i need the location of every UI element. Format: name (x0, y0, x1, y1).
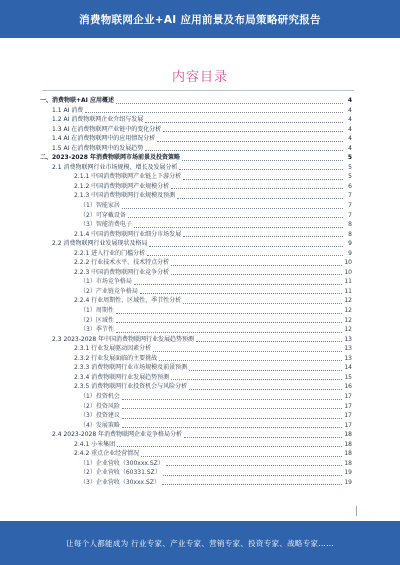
toc-entry-title: 1.1 AI 消费 (52, 106, 84, 114)
toc-entry-title: 2.2.2 行业技术水平、技术特点分析 (74, 259, 170, 267)
toc-entry[interactable] (40, 363, 352, 373)
toc-entry[interactable] (40, 191, 352, 201)
toc-leader-dots (116, 103, 343, 104)
toc-page-number: 7 (348, 202, 352, 210)
toc-page-number: 4 (348, 125, 352, 133)
toc-entry-title: 1.3 AI 在消费物联网产业链中的变化分析 (52, 125, 162, 133)
toc-entry[interactable] (40, 449, 352, 459)
toc-entry-title: （3）投资建议 (80, 412, 120, 420)
toc-entry-title: 2.3.3 消费物联网行业市场规模及前景预测 (74, 364, 188, 372)
toc-entry-title: （2）投资风险 (80, 402, 120, 410)
toc-entry[interactable] (40, 392, 352, 402)
toc-leader-dots (145, 150, 343, 151)
toc-page-number: 17 (344, 392, 352, 400)
toc-heading: 内容目录 (171, 70, 228, 85)
toc-leader-dots (163, 131, 343, 132)
toc-entry[interactable] (40, 354, 352, 364)
toc-page-number: 4 (348, 116, 352, 124)
footer-slogan: 让每个人都能成为 行业专家、产业专家、营销专家、投资专家、战略专家…… (66, 538, 334, 548)
toc-page-number: 13 (344, 354, 352, 362)
toc-leader-dots (153, 351, 342, 352)
toc-page-number: 12 (344, 307, 352, 315)
toc-page-number: 5 (348, 163, 352, 171)
toc-leader-dots (128, 217, 343, 218)
toc-entry[interactable] (40, 134, 352, 144)
toc-entry-title: （2）产业链竞争格局 (80, 287, 138, 295)
toc-leader-dots (116, 322, 343, 323)
toc-entry-title: 2.3.4 消费物联网行业发展趋势预测 (74, 373, 170, 381)
toc-leader-dots (183, 303, 342, 304)
toc-leader-dots (182, 160, 343, 161)
toc-entry[interactable] (40, 402, 352, 412)
toc-leader-dots (149, 246, 343, 247)
toc-leader-dots (159, 360, 342, 361)
toc-page-number: 4 (348, 135, 352, 143)
toc-entry-title: 2.4.2 重点企业经营情况 (74, 450, 140, 458)
toc-page-number: 7 (348, 192, 352, 200)
toc-page-number: 9 (348, 249, 352, 257)
toc-entry-title: 2.2 消费物联网行业发展现状及格局 (52, 240, 148, 248)
toc-entry-title: 2.4.1 小米集团 (74, 440, 116, 448)
toc-page-number: 16 (344, 383, 352, 391)
toc-entry-title: 2.3 2023-2028 年中国消费物联网行业发展趋势预测 (52, 335, 195, 343)
toc-page-number: 18 (344, 431, 352, 439)
toc-page-number: 12 (344, 326, 352, 334)
toc-entry[interactable] (40, 382, 352, 392)
toc-entry-title: 2.2.4 行业周期性、区域性、季节性分析 (74, 297, 182, 305)
toc-page-number: 4 (347, 97, 352, 104)
toc-leader-dots (183, 179, 343, 180)
toc-leader-dots (140, 293, 343, 294)
toc-entry[interactable] (40, 172, 352, 182)
toc-leader-dots (141, 456, 342, 457)
toc-page-number: 9 (348, 240, 352, 248)
report-title: 消费物联网企业+AI 应用前景及布局策略研究报告 (79, 13, 321, 26)
toc-page-number: 11 (344, 278, 352, 286)
toc-entry-title: （3）季节性 (80, 326, 114, 334)
toc-entry[interactable] (40, 163, 352, 173)
toc-page-number: 6 (348, 182, 352, 190)
toc-leader-dots (145, 122, 343, 123)
toc-page-number: 13 (344, 345, 352, 353)
toc-leader-dots (179, 169, 343, 170)
toc-entry-title: 1.5 AI 在消费物联网中的发展趋势 (52, 144, 144, 152)
toc-page-number: 17 (344, 421, 352, 429)
toc-entry[interactable] (40, 249, 352, 259)
toc-entry-title: （3）企业营收（30xxx.SZ） (80, 478, 160, 486)
toc-entry[interactable] (40, 239, 352, 249)
toc-leader-dots (177, 198, 343, 199)
toc-entry[interactable] (40, 182, 352, 192)
toc-page-number: 19 (344, 469, 352, 477)
toc-entry[interactable] (40, 115, 352, 125)
toc-page-number: 12 (344, 316, 352, 324)
toc-entry-title: （1）市场竞争格局 (80, 278, 132, 286)
toc-page-number: 5 (347, 154, 352, 162)
toc-leader-dots (184, 437, 342, 438)
toc-entry-title: （1）企业营收（300xxx.SZ） (80, 459, 164, 467)
toc-entry[interactable] (40, 125, 352, 135)
toc-entry-title: 2.3.1 行业发展驱动因素分析 (74, 345, 152, 353)
toc-page-number: 17 (344, 402, 352, 410)
toc-entry[interactable] (40, 335, 352, 345)
toc-leader-dots (116, 332, 343, 333)
toc-leader-dots (171, 379, 342, 380)
toc-entry[interactable] (40, 421, 352, 431)
toc-entry[interactable] (40, 287, 352, 297)
toc-leader-dots (85, 112, 343, 113)
toc-leader-dots (116, 313, 343, 314)
toc-entry-title: （2）企业营收（60331.SZ） (80, 469, 161, 477)
toc-entry-title: 2.3.2 行业发展面临的主要挑战 (74, 354, 158, 362)
toc-entry-title: （3）智能消费电子 (80, 221, 132, 229)
toc-leader-dots (147, 255, 343, 256)
toc-entry[interactable] (40, 325, 352, 335)
toc-entry-title: 2.1.2 中国消费物联网产业规模分析 (74, 182, 170, 190)
table-of-contents (40, 96, 352, 487)
toc-leader-dots (196, 341, 342, 342)
toc-entry[interactable] (40, 144, 352, 154)
toc-leader-dots (163, 475, 343, 476)
toc-entry[interactable] (40, 306, 352, 316)
toc-page-number: 8 (348, 230, 352, 238)
toc-leader-dots (171, 188, 343, 189)
toc-entry[interactable] (40, 230, 352, 240)
toc-entry-title: 一、消费物联+AI 应用概述 (40, 97, 114, 104)
toc-entry[interactable] (40, 296, 352, 306)
toc-entry-title: （1）智能家居 (80, 202, 120, 210)
toc-page-number: 7 (348, 211, 352, 219)
toc-entry-title: 2.3.5 消费物联网行业投资机会与风险分析 (74, 383, 188, 391)
toc-leader-dots (189, 389, 342, 390)
toc-entry[interactable] (40, 459, 352, 469)
toc-leader-dots (134, 227, 343, 228)
toc-leader-dots (122, 427, 343, 428)
toc-entry-title: 2.4 2023-2028 年消费物联网企业竞争格局分析 (52, 431, 183, 439)
toc-entry[interactable] (40, 440, 352, 450)
toc-page-number: 18 (344, 459, 352, 467)
page-edge-mark (356, 506, 357, 516)
toc-leader-dots (122, 408, 343, 409)
toc-entry[interactable] (40, 411, 352, 421)
toc-entry[interactable] (40, 153, 352, 163)
toc-entry[interactable] (40, 316, 352, 326)
toc-leader-dots (171, 274, 342, 275)
toc-page-number: 8 (348, 221, 352, 229)
toc-entry[interactable] (40, 106, 352, 116)
toc-page-number: 4 (348, 106, 352, 114)
toc-leader-dots (189, 370, 342, 371)
toc-entry-title: （1）周期性 (80, 307, 114, 315)
toc-leader-dots (162, 484, 342, 485)
toc-entry-title: （2）区域性 (80, 316, 114, 324)
toc-entry-title: 2.1.4 中国消费物联网行业细分市场发展 (74, 230, 182, 238)
toc-page-number: 18 (344, 440, 352, 448)
toc-divider (42, 90, 354, 91)
toc-entry[interactable] (40, 220, 352, 230)
toc-page-number: 5 (348, 173, 352, 181)
toc-entry-title: 二、2023-2028 年消费物联网市场前景及投资策略 (40, 154, 180, 162)
report-footer-bar (0, 521, 400, 565)
toc-leader-dots (117, 446, 342, 447)
toc-entry-title: 2.1 消费物联网行业市场规模、增长及发展分析 (52, 163, 178, 171)
toc-leader-dots (122, 399, 343, 400)
toc-leader-dots (134, 284, 343, 285)
report-header-bar (0, 0, 400, 38)
toc-page-number: 17 (344, 412, 352, 420)
toc-entry[interactable] (40, 468, 352, 478)
toc-leader-dots (122, 208, 343, 209)
toc-entry-title: 2.2.3 中国消费物联网行业竞争分析 (74, 268, 170, 276)
toc-entry-title: （4）发展策略 (80, 421, 120, 429)
toc-page-number: 10 (344, 268, 352, 276)
toc-leader-dots (171, 265, 342, 266)
toc-entry[interactable] (40, 211, 352, 221)
toc-entry[interactable] (40, 344, 352, 354)
toc-page-number: 18 (344, 450, 352, 458)
toc-page-number: 4 (348, 144, 352, 152)
toc-entry-title: 2.2.1 进入行业的门槛分析 (74, 249, 146, 257)
toc-entry[interactable] (40, 478, 352, 488)
toc-page-number: 19 (344, 478, 352, 486)
toc-page-number: 12 (344, 297, 352, 305)
toc-entry[interactable] (40, 277, 352, 287)
toc-entry-title: 2.1.1 中国消费物联网产业链上下游分析 (74, 173, 182, 181)
toc-page-number: 15 (344, 373, 352, 381)
toc-leader-dots (122, 418, 343, 419)
toc-entry-title: （2）可穿戴设备 (80, 211, 126, 219)
toc-page-number: 13 (344, 335, 352, 343)
toc-entry[interactable] (40, 201, 352, 211)
toc-leader-dots (166, 465, 343, 466)
toc-entry[interactable] (40, 258, 352, 268)
toc-entry[interactable] (40, 96, 352, 106)
toc-page-number: 14 (344, 364, 352, 372)
toc-leader-dots (157, 141, 343, 142)
toc-entry-title: 1.2 AI 消费物联网企业介绍与发展 (52, 116, 144, 124)
toc-entry-title: 1.4 AI 在消费物联网中的应用情况分析 (52, 135, 156, 143)
toc-entry[interactable] (40, 268, 352, 278)
toc-entry-title: 2.1.3 中国消费物联网行业规模及预测 (74, 192, 176, 200)
toc-page-number: 10 (344, 259, 352, 267)
toc-leader-dots (183, 236, 343, 237)
toc-entry[interactable] (40, 430, 352, 440)
toc-entry-title: （1）投资机会 (80, 392, 120, 400)
toc-page-number: 11 (344, 287, 352, 295)
toc-entry[interactable] (40, 373, 352, 383)
